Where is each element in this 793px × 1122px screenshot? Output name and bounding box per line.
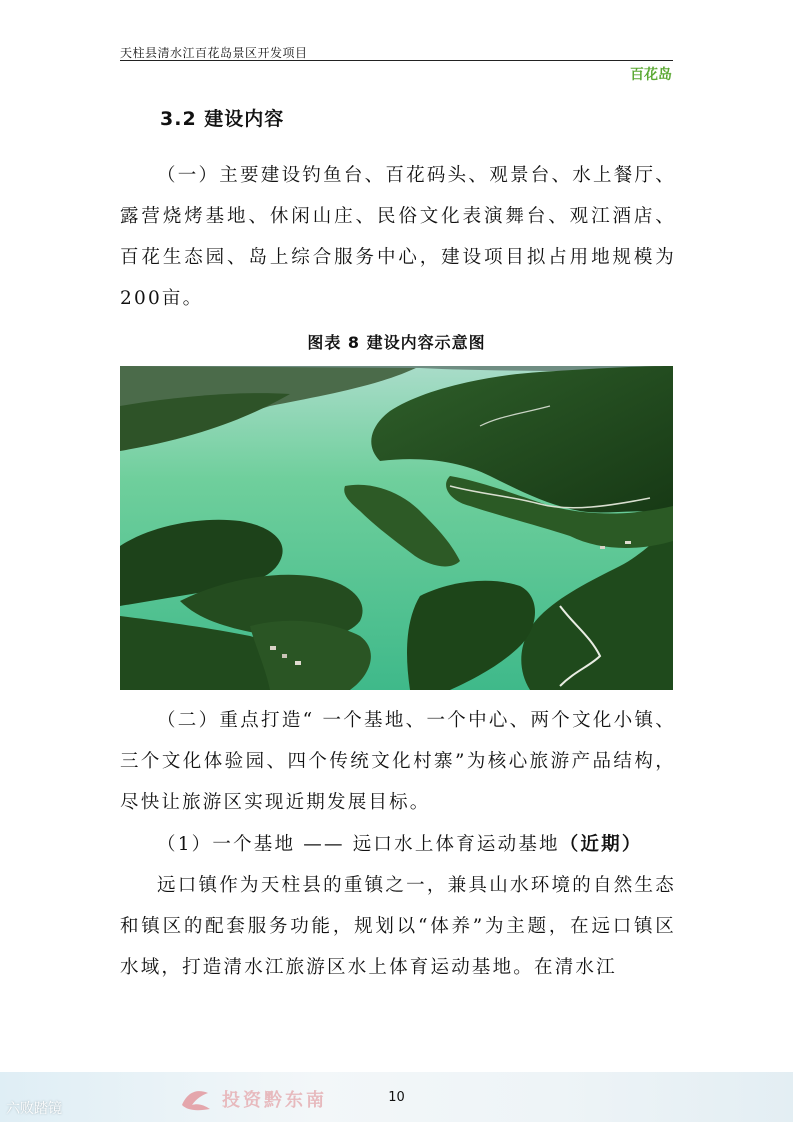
header-title: 天柱县清水江百花岛景区开发项目 <box>120 46 308 60</box>
header-brand: 百花岛 <box>630 67 672 83</box>
aerial-lake-photo <box>120 366 673 690</box>
paragraph-construction-list: （一）主要建设钓鱼台、百花码头、观景台、水上餐厅、露营烧烤基地、休闲山庄、民俗文化表演舞台、观江酒店、百花生态园、岛上综合服务中心，建设项目拟占用地规模为200亩。 <box>120 165 676 309</box>
section-heading: 3.2 建设内容 <box>160 108 285 130</box>
footer-logo-text: 投资黔东南 <box>222 1090 327 1111</box>
corner-watermark: 六败踏镜 <box>6 1101 62 1117</box>
base-heading-phase: （近期） <box>559 834 643 855</box>
page-number: 10 <box>388 1090 405 1105</box>
header-rule <box>120 60 673 61</box>
paragraph-base-heading <box>120 824 676 865</box>
paragraph-key-products: （二）重点打造“ 一个基地、一个中心、两个文化小镇、三个文化体验园、四个传统文化村寨”为核心旅游产品结构，尽快让旅游区实现近期发展目标。 <box>120 710 676 813</box>
figure-caption: 图表 8 建设内容示意图 <box>307 333 486 352</box>
base-heading-text: （1）一个基地 —— 远口水上体育运动基地 <box>157 834 560 855</box>
paragraph-yuankou-description: 远口镇作为天柱县的重镇之一，兼具山水环境的自然生态和镇区的配套服务功能，规划以“体养”为主题，在远口镇区水域，打造清水江旅游区水上体育运动基地。在清水江 <box>120 875 676 978</box>
